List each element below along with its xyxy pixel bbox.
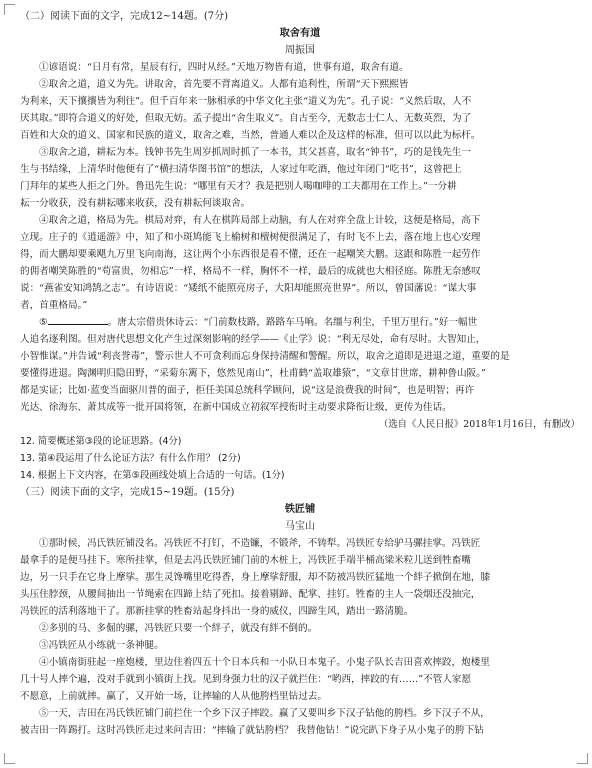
text-line: 光达、徐海东、萧其成等一批开国将领，在新中国成立初叙军授衔时主动要求降衔让级，更传为佳话。: [20, 402, 452, 413]
text-line: ①谚语说：“日月有常，星辰有行，四时从经。”天地万物皆有道，世事有道，取舍有道。: [39, 62, 409, 73]
text-line: [20, 314, 580, 331]
text-line: 说：“燕雀安知鸿鹄之志”。有诗语说：“矮纸不能照亮房子，大阳却能照亮世界”。所以，曾国藩说：“谋大事: [20, 283, 477, 294]
text-line: 不愿意，上前就摔。赢了，又开始一场，让摔输的人从他胯档里钻过去。: [20, 691, 327, 702]
article-2-paragraph-5: [20, 705, 580, 739]
question-12: 12. 简要概述第③段的论证思路。(4分): [20, 436, 182, 447]
crop-mark-top-left: [4, 4, 15, 15]
text-line: 人追名逐利图。但对唐代思想文化产生过深刻影响的经学——《止学》说：“利无尽处，命有尽时。大智知止，: [20, 334, 486, 345]
article-1-paragraph-3: [20, 144, 580, 212]
text-line: 最拿手的是便马挂下。寒所挂掌，但是去冯氏铁匠铺门前的木桩上，冯铁匠手端半桶高梁米粒儿送到牲畜嘴: [20, 555, 471, 566]
text-line: 得，而大鹏却要乘飓九万里飞向南海，这让两个小东西很是看不懂，还在一起嘲笑大鹏。这跟和陈胜一起劳作: [20, 249, 481, 260]
text-line: 小智惟谋。”并告诫“利丧誉毒”，警示世人不可贪利而忘身保持清醒和警醒。所以，取舍之道即是进退之道，重要的是: [20, 351, 510, 362]
article-2-paragraph-3: ③冯铁匠从小练就一条神腿。: [39, 640, 164, 651]
article-2-author: 马宝山: [285, 521, 315, 532]
text-line: 厌其取。”即符合道义的好处，但取无妨。孟子提出“舍生取义”。自古至今，无数志士仁人、无数英烈，为了: [20, 113, 472, 124]
article-2-title: 铁匠铺: [284, 503, 316, 515]
article-1-author: 周振国: [285, 45, 315, 56]
section-2-heading: （二）阅读下面的文字，完成12~14题。(7分): [20, 11, 228, 22]
text-line: ②取舍之道，道义为先。讲取舍，首先要不背离道义。人都有追利性，所谓“天下熙熙皆: [39, 79, 409, 90]
text-line: 头压住脖颈，从腰间抽出一节绳索在四蹄上结了死扣。接着剔蹄、配掌、挂钉。牲畜的主人一袋烟还没抽完，: [20, 589, 481, 600]
text-line: 要懂得进退。陶渊明归隐田野，“采菊东篱下，悠然见南山”，杜甫鹤“盖取雄猿”，“文章甘世席，耕种鲁山阪。”: [20, 368, 486, 379]
crop-mark-bottom-right: [577, 753, 588, 764]
question-14: 14. 根据上下文内容，在第⑤段画线处填上合适的一句话。(1分): [20, 470, 285, 481]
text-line: 几十号人摔个遍，没对手就到小镇街上找。见到身强力壮的汉子就拦住：“哟西，摔跤的有……”不管人家愿: [20, 674, 472, 685]
text-line: 为利来，天下攘攘皆为利往”。但千百年来一脉相承的中华文化主张“道义为先”。孔子说：“义然后取，人不: [20, 96, 472, 107]
text-span: 。唐太宗借贵休诗云：“门前数枝路，路路车马响。名缰与利尘，千里万里行。”好一幅世: [107, 317, 478, 328]
article-1-paragraph-5: [20, 314, 580, 416]
article-1-title: 取舍有道: [279, 27, 321, 39]
article-2-paragraph-4: [20, 654, 580, 705]
article-1-paragraph-1-2: [20, 59, 580, 144]
text-line: 都是实证；比如·蓝变当面驱川普的面子，拒任美国总统科学顾问，说“这是浪费我的时间”，也是明智；再许: [20, 385, 475, 396]
article-2-paragraph-1: [20, 535, 580, 620]
article-1-paragraph-4: [20, 212, 580, 314]
text-line: 门拜年的某些人拒之门外。鲁迅先生说：“哪里有天才？我是把别人喝咖啡的工夫都用在工作上。”一分耕: [20, 181, 457, 192]
section-3-heading: （三）阅读下面的文字，完成15~19题。(15分): [20, 487, 235, 498]
text-line: 被吉田一阵踢打。这时冯铁匠走过来问吉田：“摔输了就钻胯档？ 我替他钻！”说完趴下身子从小鬼子的胯下钻: [20, 725, 484, 736]
text-line: 的佣者嘲笑陈胜的“苟富贵，勿相忘”一样，格局不一样，胸怀不一样，最后的成就也大相径庭。陈胜无奈感叹: [20, 266, 481, 277]
text-line: 耘一分收获，没有耕耘哪来收获，没有耕耘何谈取舍。: [20, 198, 251, 209]
article-source: （选自《人民日报》2018年1月16日，有删改）: [378, 419, 580, 430]
answer-blank[interactable]: [48, 315, 108, 325]
text-line: 生与书结缘，上清华时他便有了“横扫清华图书馆”的想法，人家过年吃酒，他过年闭门“吃书”，这曾把上: [20, 164, 462, 175]
text-line: ④小镇南街驻起一座炮楼，里边住着四五十个日本兵和一小队日本鬼子。小鬼子队长吉田喜欢摔跤，炮楼里: [39, 657, 490, 668]
paragraph-number: ⑤: [39, 317, 48, 328]
text-line: 立现。庄子的《逍遥游》中，知了和小斑鸠能飞上榆树和檀树便很满足了，有时飞不上去，落在地上也心安理: [20, 232, 481, 243]
text-line: 百姓和大众的道义、国家和民族的道义，取舍之难，当然，普通人难以企及这样的标准，但可以以此为标杆。: [20, 130, 481, 141]
text-line: 边，另一只手在它身上摩挲。那生灵馋嘴里吃得香，身上摩挲舒服，却不防被冯铁匠猛地一个絆子掀倒在地，膝: [20, 572, 491, 583]
article-2-paragraph-2: ②多别的马、多倔的骡，冯铁匠只要一个絆子，就没有絆不倒的。: [39, 623, 318, 634]
exam-page: [20, 8, 580, 739]
text-line: ④取舍之道，格局为先。棋局对弈，有人在棋阵局部上动脑，有人在对弈全盘上计较，这便是格局，高下: [39, 215, 481, 226]
text-line: 者，首重格局。”: [20, 300, 88, 311]
text-line: ③取舍之道，耕耘为本。钱钟书先生周岁抓周时抓了一本书，其父甚喜，取名“钟书”，巧的是钱先生一: [39, 147, 471, 158]
question-13: 13. 第④段运用了什么论证方法？有什么作用？ (2分): [20, 453, 241, 464]
text-line: ①那时候，冯氏铁匠铺没名。冯铁匠不打钉，不造镰，不锻斧，不铸犁。冯铁匠专给驴马骡挂掌。冯铁匠: [39, 538, 481, 549]
crop-mark-bottom-left: [4, 753, 15, 764]
text-line: 冯铁匠的活利落地干了。那新挂掌的牲畜站起身抖出一身的威仪，四蹄生风，踏出一路清脆。: [20, 606, 414, 617]
text-line: ⑤一天，吉田在冯氏铁匠铺门前拦住一个乡下汉子摔跤。赢了又要叫乡下汉子钻他的胯档。乡下汉子不从，: [39, 708, 490, 719]
